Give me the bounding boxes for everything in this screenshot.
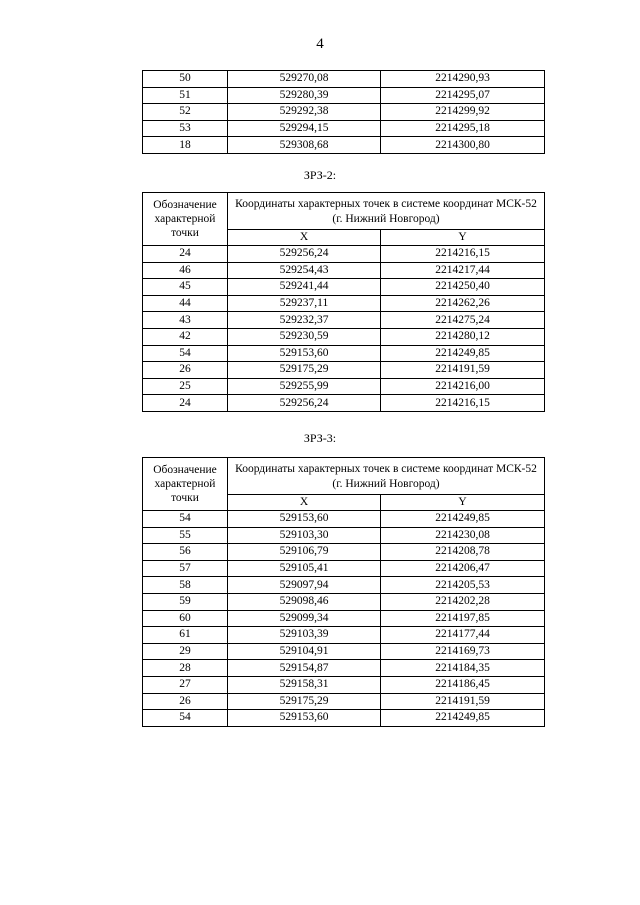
x-coordinate-cell: 529099,34: [228, 610, 381, 627]
y-coordinate-cell: 2214230,08: [381, 527, 545, 544]
x-coordinate-cell: 529154,87: [228, 660, 381, 677]
y-coordinate-cell: 2214197,85: [381, 610, 545, 627]
point-number-cell: 28: [143, 660, 228, 677]
point-number-cell: 24: [143, 246, 228, 263]
x-coordinate-cell: 529254,43: [228, 262, 381, 279]
table-row: [143, 560, 545, 577]
y-coordinate-cell: 2214275,24: [381, 312, 545, 329]
y-coordinate-cell: 2214191,59: [381, 362, 545, 379]
point-number-cell: 55: [143, 527, 228, 544]
y-coordinate-cell: 2214186,45: [381, 676, 545, 693]
x-coordinate-cell: 529097,94: [228, 577, 381, 594]
point-number-cell: 61: [143, 627, 228, 644]
x-coordinate-cell: 529105,41: [228, 560, 381, 577]
table-row: [143, 87, 545, 104]
point-number-cell: 46: [143, 262, 228, 279]
point-number-cell: 58: [143, 577, 228, 594]
table-row: [143, 577, 545, 594]
table-row: [143, 104, 545, 121]
x-coordinate-cell: 529175,29: [228, 362, 381, 379]
point-number-cell: 54: [143, 710, 228, 727]
y-coordinate-cell: 2214299,92: [381, 104, 545, 121]
table-row: [143, 527, 545, 544]
table-row: [143, 710, 545, 727]
x-coordinate-cell: 529175,29: [228, 693, 381, 710]
y-coordinate-cell: 2214177,44: [381, 627, 545, 644]
coordinates-table-zrz-2: [142, 192, 545, 412]
x-coordinate-cell: 529292,38: [228, 104, 381, 121]
y-coordinate-cell: 2214217,44: [381, 262, 545, 279]
y-coordinate-cell: 2214216,15: [381, 395, 545, 412]
point-number-cell: 25: [143, 378, 228, 395]
y-coordinate-cell: 2214300,80: [381, 137, 545, 154]
table-row: [143, 312, 545, 329]
table-row: [143, 295, 545, 312]
table-row: [143, 378, 545, 395]
point-number-cell: 51: [143, 87, 228, 104]
table-row: [143, 262, 545, 279]
y-coordinate-cell: 2214249,85: [381, 710, 545, 727]
point-number-cell: 43: [143, 312, 228, 329]
y-coordinate-cell: 2214208,78: [381, 544, 545, 561]
header-y: Y: [381, 230, 545, 246]
x-coordinate-cell: 529255,99: [228, 378, 381, 395]
y-coordinate-cell: 2214249,85: [381, 345, 545, 362]
table-row: [143, 120, 545, 137]
point-number-cell: 44: [143, 295, 228, 312]
y-coordinate-cell: 2214249,85: [381, 511, 545, 528]
point-number-cell: 54: [143, 511, 228, 528]
y-coordinate-cell: 2214191,59: [381, 693, 545, 710]
table-row: [143, 660, 545, 677]
point-number-cell: 50: [143, 71, 228, 88]
header-x: X: [228, 495, 381, 511]
x-coordinate-cell: 529106,79: [228, 544, 381, 561]
point-number-cell: 18: [143, 137, 228, 154]
x-coordinate-cell: 529104,91: [228, 643, 381, 660]
table-row: [143, 544, 545, 561]
table-row: [143, 610, 545, 627]
x-coordinate-cell: 529153,60: [228, 710, 381, 727]
header-coordinates: Координаты характерных точек в системе координат МСК-52 (г. Нижний Новгород): [228, 193, 545, 230]
point-number-cell: 24: [143, 395, 228, 412]
y-coordinate-cell: 2214216,15: [381, 246, 545, 263]
coordinates-table-zrz-3: [142, 457, 545, 727]
y-coordinate-cell: 2214169,73: [381, 643, 545, 660]
table-row: [143, 137, 545, 154]
x-coordinate-cell: 529241,44: [228, 279, 381, 296]
table-caption-zrz-2: ЗРЗ-2:: [303, 168, 337, 182]
y-coordinate-cell: 2214290,93: [381, 71, 545, 88]
x-coordinate-cell: 529308,68: [228, 137, 381, 154]
table-row: [143, 511, 545, 528]
point-number-cell: 54: [143, 345, 228, 362]
point-number-cell: 59: [143, 593, 228, 610]
x-coordinate-cell: 529280,39: [228, 87, 381, 104]
y-coordinate-cell: 2214262,26: [381, 295, 545, 312]
table-row: [143, 71, 545, 88]
y-coordinate-cell: 2214216,00: [381, 378, 545, 395]
y-coordinate-cell: 2214280,12: [381, 328, 545, 345]
x-coordinate-cell: 529103,30: [228, 527, 381, 544]
point-number-cell: 56: [143, 544, 228, 561]
header-y: Y: [381, 495, 545, 511]
table-row: [143, 643, 545, 660]
x-coordinate-cell: 529153,60: [228, 511, 381, 528]
table-row: [143, 279, 545, 296]
header-x: X: [228, 230, 381, 246]
x-coordinate-cell: 529270,08: [228, 71, 381, 88]
x-coordinate-cell: 529158,31: [228, 676, 381, 693]
x-coordinate-cell: 529256,24: [228, 246, 381, 263]
point-number-cell: 45: [143, 279, 228, 296]
x-coordinate-cell: 529256,24: [228, 395, 381, 412]
point-number-cell: 26: [143, 362, 228, 379]
point-number-cell: 29: [143, 643, 228, 660]
header-coordinates: Координаты характерных точек в системе координат МСК-52 (г. Нижний Новгород): [228, 458, 545, 495]
y-coordinate-cell: 2214295,18: [381, 120, 545, 137]
table-body: [143, 246, 545, 412]
table-caption-zrz-3: ЗРЗ-3:: [303, 431, 337, 445]
x-coordinate-cell: 529237,11: [228, 295, 381, 312]
x-coordinate-cell: 529294,15: [228, 120, 381, 137]
point-number-cell: 53: [143, 120, 228, 137]
point-number-cell: 26: [143, 693, 228, 710]
x-coordinate-cell: 529153,60: [228, 345, 381, 362]
y-coordinate-cell: 2214250,40: [381, 279, 545, 296]
y-coordinate-cell: 2214184,35: [381, 660, 545, 677]
point-number-cell: 27: [143, 676, 228, 693]
x-coordinate-cell: 529230,59: [228, 328, 381, 345]
y-coordinate-cell: 2214205,53: [381, 577, 545, 594]
table-body: [143, 71, 545, 154]
x-coordinate-cell: 529098,46: [228, 593, 381, 610]
x-coordinate-cell: 529103,39: [228, 627, 381, 644]
coordinates-table-continued: [142, 70, 545, 154]
table-row: [143, 246, 545, 263]
y-coordinate-cell: 2214206,47: [381, 560, 545, 577]
table-row: [143, 395, 545, 412]
point-number-cell: 60: [143, 610, 228, 627]
y-coordinate-cell: 2214295,07: [381, 87, 545, 104]
table-row: [143, 627, 545, 644]
header-point-designation: Обозначение характерной точки: [143, 458, 228, 511]
table-row: [143, 345, 545, 362]
table-row: [143, 362, 545, 379]
table-row: [143, 328, 545, 345]
y-coordinate-cell: 2214202,28: [381, 593, 545, 610]
table-row: [143, 693, 545, 710]
point-number-cell: 42: [143, 328, 228, 345]
x-coordinate-cell: 529232,37: [228, 312, 381, 329]
page-number: 4: [316, 36, 324, 52]
point-number-cell: 52: [143, 104, 228, 121]
point-number-cell: 57: [143, 560, 228, 577]
table-row: [143, 593, 545, 610]
table-row: [143, 676, 545, 693]
table-body: [143, 511, 545, 727]
header-point-designation: Обозначение характерной точки: [143, 193, 228, 246]
